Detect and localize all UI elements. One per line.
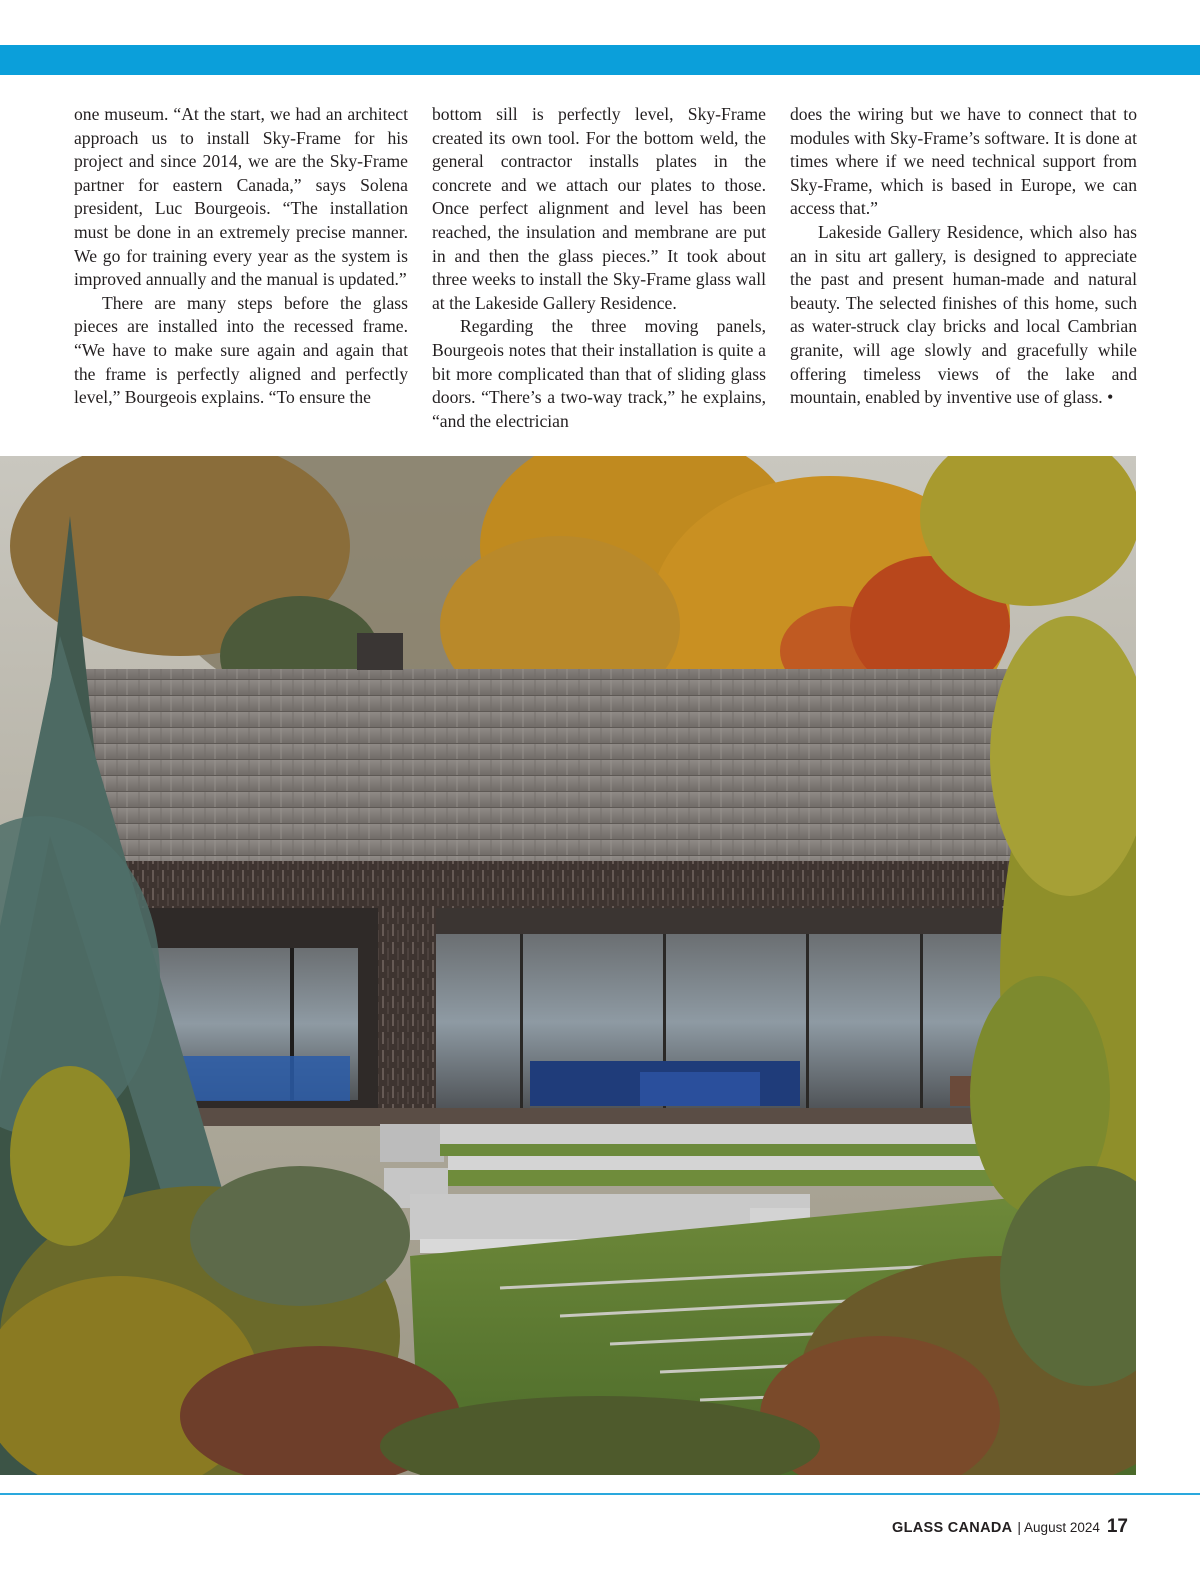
footer-separator: | <box>1017 1519 1022 1535</box>
paragraph: bottom sill is perfectly level, Sky-Frame created its own tool. For the bottom weld, the general contractor installs plates in the concrete and we attach our plates to those. Once perfect alignment and level has been reached, the insulation and membrane are put in and then the glass pieces.” It took about three weeks to install the Sky-Frame glass wall at the Lakeside Gallery Residence. <box>432 104 766 313</box>
page-footer <box>892 1516 1128 1540</box>
page-number: 17 <box>1106 1516 1128 1537</box>
paragraph: one museum. “At the start, we had an architect approach us to install Sky-Frame for his project and since 2014, we are the Sky-Frame partner for eastern Canada,” says Solena president, Luc Bourgeois. “The installation must be done in an extremely precise manner. We go for training every year as the system is improved annually and the manual is updated.” <box>74 104 408 290</box>
article-column-1 <box>74 103 408 410</box>
article-body <box>74 103 1137 438</box>
paragraph: Lakeside Gallery Residence, which also has an in situ art gallery, is designed to appreciate the past and present human-made and natural beauty. The selected finishes of this home, such as water-struck clay bricks and local Cambrian granite, will age slowly and gracefully while offering timeless views of the lake and mountain, enabled by inventive use of glass. • <box>790 221 1137 408</box>
residence-photo <box>0 456 1136 1475</box>
paragraph: There are many steps before the glass pieces are installed into the recessed frame. “We have to make sure again and again that the frame is perfectly aligned and perfectly level,” Bourgeois explains. “To ensure the <box>74 292 408 408</box>
paragraph: Regarding the three moving panels, Bourgeois notes that their installation is quite a bit more complicated than that of sliding glass doors. “There’s a two-way track,” he explains, “and the electrician <box>432 316 766 431</box>
article-column-3 <box>790 103 1137 410</box>
paragraph: does the wiring but we have to connect that to modules with Sky-Frame’s software. It is done at times where if we need technical support from Sky-Frame, which is based in Europe, we can access that.” <box>790 104 1137 219</box>
header-color-bar <box>0 45 1200 75</box>
footer-rule <box>0 1493 1200 1495</box>
article-column-2 <box>432 103 766 433</box>
magazine-name: GLASS CANADA <box>891 1520 1013 1536</box>
issue-date: August 2024 <box>1024 1520 1100 1535</box>
